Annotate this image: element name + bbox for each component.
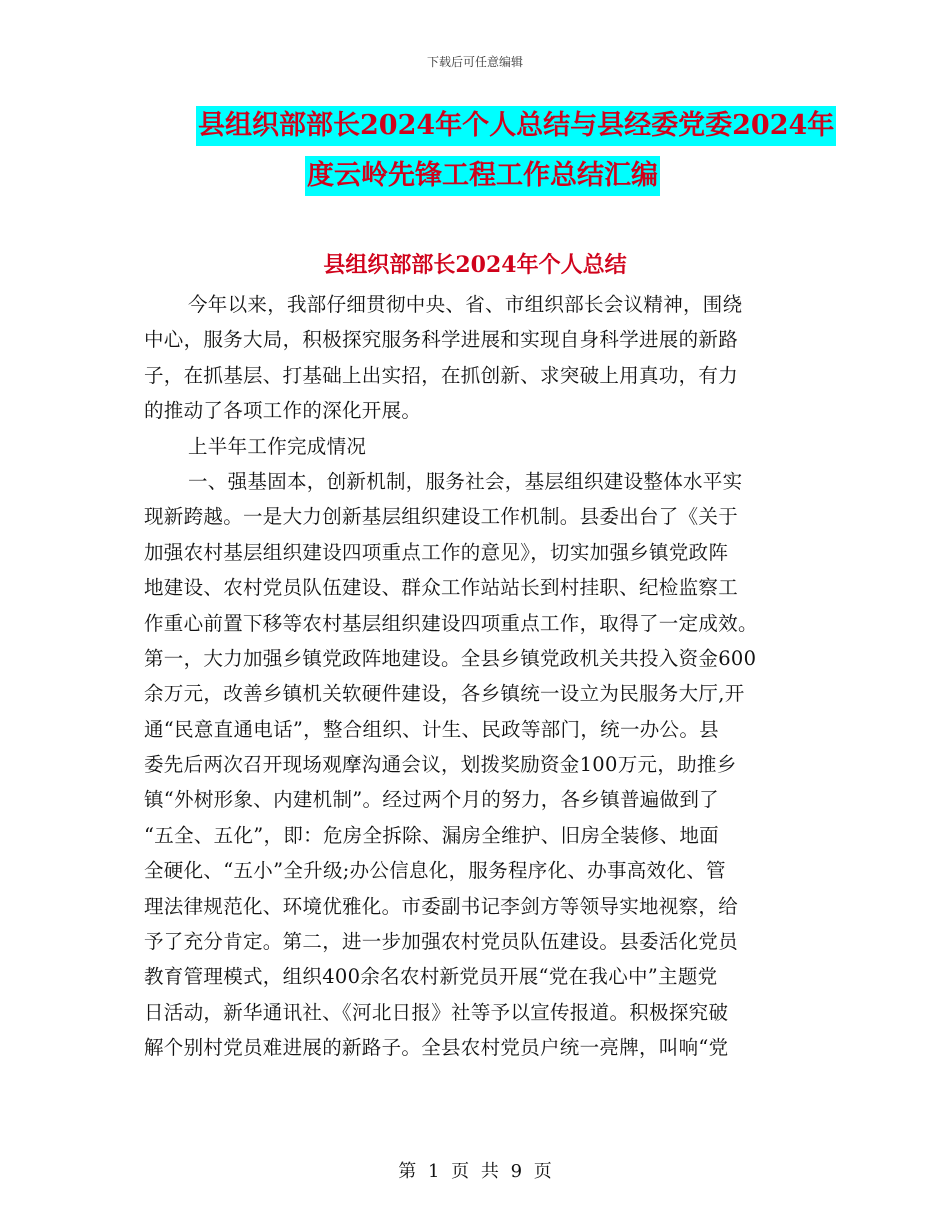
body-line: 理法律规范化、环境优雅化。市委副书记李剑方等领导实地视察，给 xyxy=(144,894,739,918)
section-title: 县组织部部长2024年个人总结 xyxy=(323,252,627,278)
page-header: 下载后可任意编辑 xyxy=(426,55,523,69)
body-line: 的推动了各项工作的深化开展。 xyxy=(144,399,422,423)
page-footer: 第 1 页 共 9 页 xyxy=(398,1161,552,1182)
body-line: 日活动，新华通讯社、《河北日报》社等予以宣传报道。积极探究破 xyxy=(144,1000,729,1024)
body-line: “五全、五化”，即：危房全拆除、漏房全维护、旧房全装修、地面 xyxy=(144,823,719,847)
body-line: 中心，服务大局，积极探究服务科学进展和实现自身科学进展的新路 xyxy=(144,328,739,352)
body-line: 教育管理模式，组织400余名农村新党员开展“党在我心中”主题党 xyxy=(144,965,718,989)
body-line: 通“民意直通电话”，整合组织、计生、民政等部门，统一办公。县 xyxy=(144,717,719,741)
body-line: 子，在抓基层、打基础上出实招，在抓创新、求突破上用真功，有力 xyxy=(144,363,739,387)
body-line: 一、强基固本，创新机制，服务社会，基层组织建设整体水平实 xyxy=(188,469,743,493)
main-title-line-2: 度云岭先锋工程工作总结汇编 xyxy=(305,156,660,196)
body-line: 解个别村党员难进展的新路子。全县农村党员户统一亮牌，叫响“党 xyxy=(144,1036,729,1060)
body-line: 地建设、农村党员队伍建设、群众工作站站长到村挂职、纪检监察工 xyxy=(144,576,739,600)
body-line: 加强农村基层组织建设四项重点工作的意见》，切实加强乡镇党政阵 xyxy=(144,540,729,564)
body-line: 作重心前置下移等农村基层组织建设四项重点工作，取得了一定成效。 xyxy=(144,611,758,635)
body-text xyxy=(144,287,809,1066)
body-line: 现新跨越。一是大力创新基层组织建设工作机制。县委出台了《关于 xyxy=(144,505,739,529)
body-line: 上半年工作完成情况 xyxy=(188,434,367,458)
body-line: 全硬化、“五小”全升级;办公信息化，服务程序化、办事高效化、管 xyxy=(144,859,726,883)
body-line: 余万元，改善乡镇机关软硬件建设，各乡镇统一设立为民服务大厅,开 xyxy=(144,682,745,706)
body-line: 委先后两次召开现场观摩沟通会议，划拨奖励资金100万元，助推乡 xyxy=(144,753,737,777)
body-line: 镇“外树形象、内建机制”。经过两个月的努力，各乡镇普遍做到了 xyxy=(144,788,719,812)
main-title-line-1: 县组织部部长2024年个人总结与县经委党委2024年 xyxy=(196,106,836,146)
body-line: 第一，大力加强乡镇党政阵地建设。全县乡镇党政机关共投入资金600 xyxy=(144,646,757,670)
body-line: 予了充分肯定。第二，进一步加强农村党员队伍建设。县委活化党员 xyxy=(144,930,739,954)
body-line: 今年以来，我部仔细贯彻中央、省、市组织部长会议精神，围绕 xyxy=(188,293,743,316)
